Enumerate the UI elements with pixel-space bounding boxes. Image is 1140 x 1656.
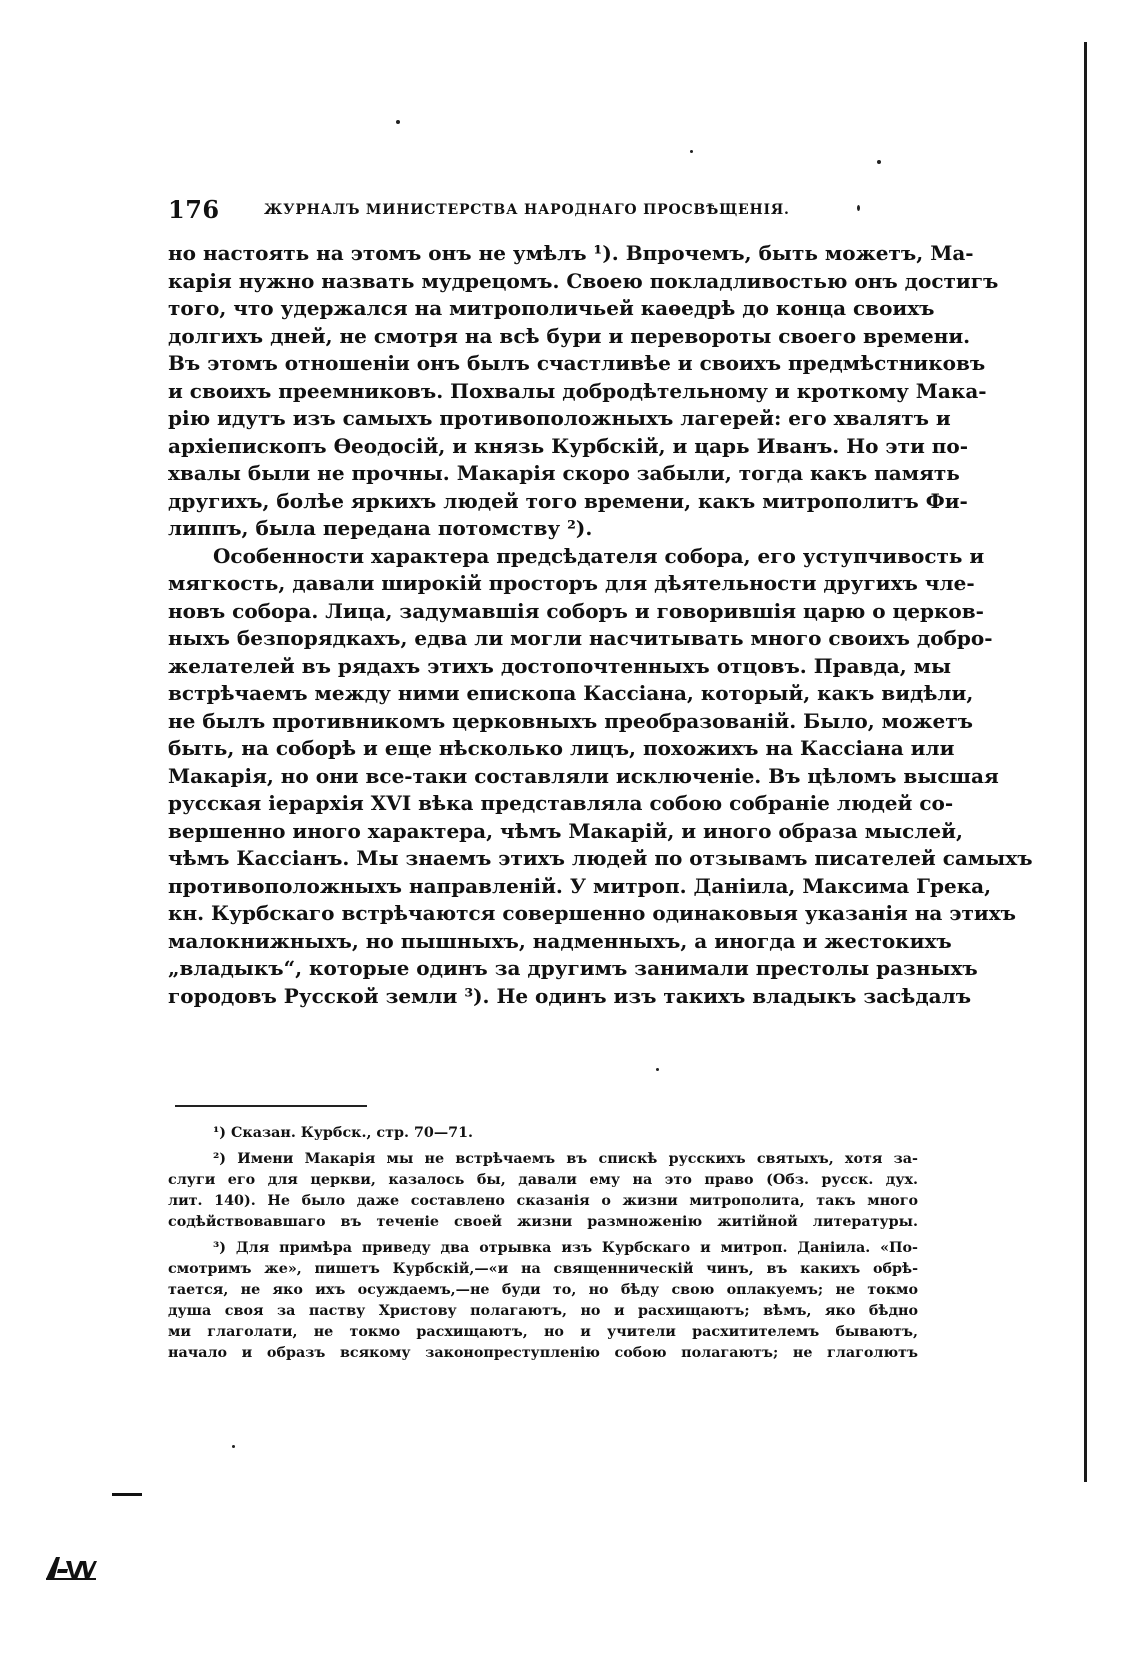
text-line: другихъ, болѣе яркихъ людей того времени, какъ митрополитъ Фи- (168, 488, 968, 513)
text-line: архіепископъ Ѳеодосій, и князь Курбскій, и царь Иванъ. Но эти по- (168, 433, 969, 458)
text-line: быть, на соборѣ и еще нѣсколько лицъ, похожихъ на Кассіана или (168, 736, 955, 760)
text-line: хвалы были не прочны. Макарія скоро забыли, тогда какъ память (168, 461, 960, 485)
footnote-line: ¹) Сказан. Курбск., стр. 70—71. (213, 1125, 474, 1141)
footnote-line: содѣйствовавшаго въ теченіе своей жизни размноженію житійной литературы. (168, 1214, 918, 1230)
text-line: карія нужно назвать мудрецомъ. Своею покладливостью онъ достигъ (168, 268, 999, 293)
footnote-line: тается, не яко ихъ осуждаемъ,—не буди то, но бѣду свою оплакуемъ; не токмо (168, 1282, 918, 1298)
scan-speck (232, 1445, 235, 1448)
text-line: но настоять на этомъ онъ не умѣлъ ¹). Впрочемъ, быть можетъ, Ма- (168, 241, 974, 265)
footnote-line: лит. 140). Не было даже составлено сказанія о жизни митрополита, такъ много (168, 1193, 918, 1209)
text-line: малокнижныхъ, но пышныхъ, надменныхъ, а иногда и жестокихъ (168, 928, 952, 953)
footnote-line: ми глаголати, не токмо расхищаютъ, но и учители расхитителемъ бываютъ, (168, 1324, 918, 1340)
footnote-1 (168, 1123, 918, 1144)
text-line: не былъ противникомъ церковныхъ преобразованій. Было, можетъ (168, 708, 974, 733)
page-header (168, 195, 928, 225)
text-line: того, что удержался на митрополичьей каѳедрѣ до конца своихъ (168, 296, 935, 320)
page-edge-rule (1084, 42, 1087, 1482)
scan-speck (877, 160, 881, 164)
scan-speck (396, 120, 400, 124)
text-line: мягкость, давали широкій просторъ для дѣятельности другихъ чле- (168, 571, 975, 595)
footnote-3 (168, 1238, 918, 1364)
text-line: Макарія, но они все-таки составляли исключеніе. Въ цѣломъ высшая (168, 763, 999, 788)
footnote-separator (175, 1105, 367, 1107)
running-title: ЖУРНАЛЪ МИНИСТЕРСТВА НАРОДНАГО ПРОСВѢЩЕНІЯ. (264, 202, 790, 218)
text-line: городовъ Русской земли ³). Не одинъ изъ такихъ владыкъ засѣдалъ (168, 983, 972, 1008)
scan-speck (690, 150, 693, 153)
text-line: противоположныхъ направленій. У митроп. Даніила, Максима Грека, (168, 873, 992, 898)
text-line: долгихъ дней, не смотря на всѣ бури и перевороты своего времени. (168, 323, 971, 348)
footnote-2 (168, 1149, 918, 1233)
main-text (168, 240, 1033, 1010)
footnotes (168, 1123, 918, 1364)
text-line: и своихъ преемниковъ. Похвалы добродѣтельному и кроткому Мака- (168, 378, 987, 403)
text-line: Въ этомъ отношеніи онъ былъ счастливѣе и своихъ предмѣстниковъ (168, 351, 986, 375)
text-line: встрѣчаемъ между ними епископа Кассіана, который, какъ видѣли, (168, 681, 974, 705)
text-line: чѣмъ Кассіанъ. Мы знаемъ этихъ людей по отзывамъ писателей самыхъ (168, 846, 1033, 870)
text-line: рію идутъ изъ самыхъ противоположныхъ лагерей: его хвалятъ и (168, 406, 951, 430)
scan-speck (656, 1068, 659, 1071)
text-line: русская іерархія XVI вѣка представляла собою собраніе людей со- (168, 791, 954, 815)
footnote-line: смотримъ же», пишетъ Курбскій,—«и на священническій чинъ, въ какихъ обрѣ- (168, 1261, 918, 1277)
text-line: вершенно иного характера, чѣмъ Макарій, и иного образа мыслей, (168, 818, 963, 843)
text-line: ныхъ безпорядкахъ, едва ли могли насчитывать много своихъ добро- (168, 626, 993, 650)
text-line: липпъ, была передана потомству ²). (168, 516, 593, 540)
footnote-line: начало и образъ всякому законопреступленію собою полагаютъ; не глаголютъ (168, 1345, 918, 1361)
page-number: 176 (168, 195, 220, 224)
footnote-line: душа своя за паству Христову полагаютъ, но и расхищаютъ; вѣмъ, яко бѣдно (168, 1303, 918, 1319)
text-line: новъ собора. Лица, задумавшія соборъ и говорившія царю о церков- (168, 598, 984, 623)
text-line: кн. Курбскаго встрѣчаются совершенно одинаковыя указанія на этихъ (168, 901, 1017, 925)
library-stamp-icon (44, 1555, 98, 1581)
footnote-line: ³) Для примѣра приведу два отрывка изъ Курбскаго и митроп. Даніила. «По- (213, 1240, 918, 1256)
footnote-line: слуги его для церкви, казалось бы, давали ему на это право (Обз. русск. дух. (168, 1172, 918, 1188)
footnote-line: ²) Имени Макарія мы не встрѣчаемъ въ спискѣ русскихъ святыхъ, хотя за- (213, 1151, 918, 1167)
text-line: желателей въ рядахъ этихъ достопочтенныхъ отцовъ. Правда, мы (168, 653, 952, 678)
text-line: Особенности характера предсѣдателя собора, его уступчивость и (213, 543, 985, 568)
margin-dash (112, 1493, 142, 1496)
text-line: „владыкъ“, которые одинъ за другимъ занимали престолы разныхъ (168, 956, 978, 980)
